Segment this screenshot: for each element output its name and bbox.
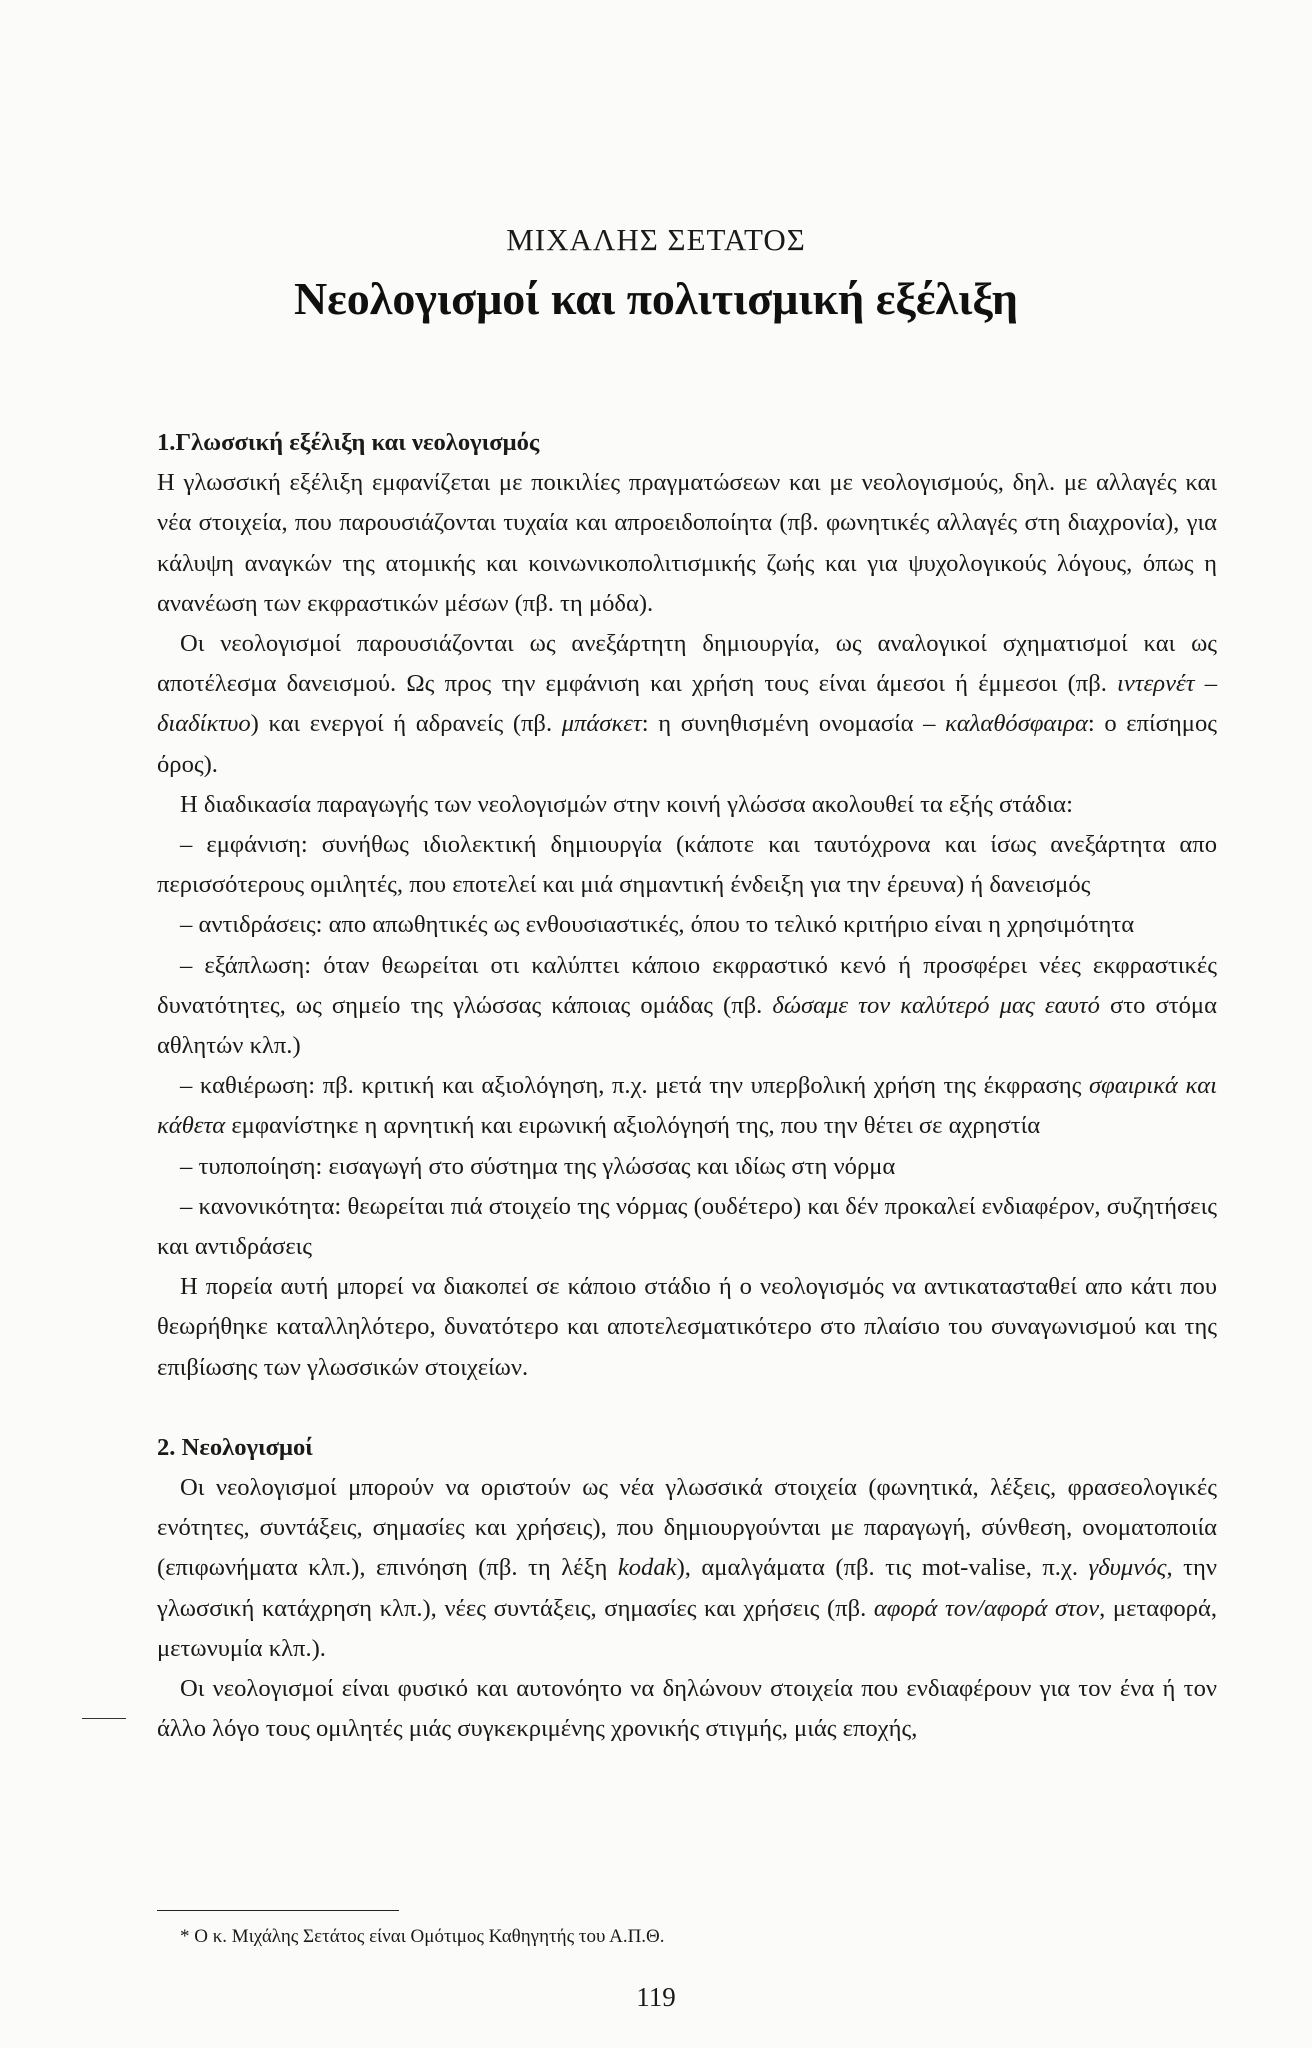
footnote: * Ο κ. Μιχάλης Σετάτος είναι Ομότιμος Καθηγητής του Α.Π.Θ. (180, 1926, 665, 1947)
paragraph: Η γλωσσική εξέλιξη εμφανίζεται με ποικιλίες πραγματώσεων και με νεολογισμούς, δηλ. με αλλαγές και νέα στοιχεία, που παρουσιάζονται τυχαία και απροειδοποίητα (πβ. φωνητικές αλλαγές στη διαχρονία), για κάλυψη αναγκών της ατομικής και κοινωνικοπολιτισμικής ζωής και για ψυχολογικούς λόγους, όπως η ανανέωση των εκφραστικών μέσων (πβ. τη μόδα). (157, 469, 1217, 617)
text-run: στο στόμα αθλητών κλπ.) (157, 991, 1218, 1060)
section-1-heading: 1.Γλωσσική εξέλιξη και νεολογισμός (157, 429, 540, 456)
italic-term: γδυμνός (1088, 1554, 1167, 1582)
text-run: : ο επίσημος όρος). (157, 710, 1217, 778)
text-run: , μεταφορά, μετωνυμία κλπ.). (157, 1594, 1217, 1662)
text-run: – καθιέρωση: πβ. κριτική και αξιολόγηση, π.χ. μετά την υπερβολική χρήση της έκφρασης (180, 1072, 1089, 1100)
list-item: – εμφάνιση: συνήθως ιδιολεκτική δημιουργία (κάποτε και ταυτόχρονα και ίσως ανεξάρτητα απο περισσότερους ομιλητές, που εποτελεί και μιά σημαντική ένδειξη για την έρευνα) ή δανεισμός (157, 831, 1217, 899)
italic-term: μπάσκετ (561, 710, 642, 738)
italic-term: σφαιρικά και κάθετα (157, 1072, 1217, 1140)
article-body (157, 423, 1217, 1750)
italic-term: καλαθόσφαιρα (945, 710, 1088, 738)
list-item (157, 1066, 1217, 1146)
italic-term: αφορά τον/αφορά στον (873, 1594, 1100, 1622)
italic-term: δώσαμε τον καλύτερό μας εαυτό (772, 991, 1100, 1019)
italic-term: kodak (617, 1554, 677, 1582)
author-name: ΜΙΧΑΛΗΣ ΣΕΤΑΤΟΣ (506, 222, 806, 257)
list-item (157, 946, 1217, 1067)
list-item: – κανονικότητα: θεωρείται πιά στοιχείο της νόρμας (ουδέτερο) και δέν προκαλεί ενδιαφέρον, συζητήσεις και αντιδράσεις (157, 1192, 1217, 1261)
paragraph: Η διαδικασία παραγωγής των νεολογισμών στην κοινή γλώσσα ακολουθεί τα εξής στάδια: (180, 790, 1073, 818)
paragraph: Η πορεία αυτή μπορεί να διακοπεί σε κάποιο στάδιο ή ο νεολογισμός να αντικατασταθεί απο κάτι που θεωρήθηκε καταλληλότερο, δυνατότερο και αποτελεσματικότερο στο πλαίσιο του συναγωνισμού και της επιβίωσης των γλωσσικών στοιχείων. (157, 1273, 1217, 1381)
paragraph (157, 624, 1217, 785)
text-run: Οι νεολογισμοί παρουσιάζονται ως ανεξάρτητη δημιουργία, ως αναλογικοί σχηματισμοί και ως αποτέλεσμα δανεισμού. Ως προς την εμφάνιση και χρήση τους είναι άμεσοι ή έμμεσοι (πβ. (157, 630, 1217, 698)
text-run: : η συνηθισμένη ονομασία – (641, 710, 946, 738)
paragraph (157, 1468, 1217, 1669)
page-number: 119 (636, 1982, 676, 2012)
text-run: εμφανίστηκε η αρνητική και ειρωνική αξιολόγησή της, που την θέτει σε αχρηστία (225, 1112, 1041, 1140)
margin-mark (82, 1718, 126, 1719)
text-run: – εξάπλωση: όταν θεωρείται οτι καλύπτει κάποιο εκφραστικό κενό ή προσφέρει νέες εκφραστικές δυνατότητες, ως σημείο της γλώσσας κάποιας ομάδας (πβ. (157, 951, 1217, 1019)
italic-term: ιντερνέτ – διαδίκτυο (157, 670, 1217, 738)
footnote-rule (157, 1910, 399, 1911)
list-item: – τυποποίηση: εισαγωγή στο σύστημα της γλώσσας και ιδίως στη νόρμα (180, 1152, 896, 1180)
article-title: Νεολογισμοί και πολιτισμική εξέλιξη (293, 273, 1019, 324)
text-run: ), αμαλγάματα (πβ. τις mot-valise, π.χ. (676, 1554, 1089, 1582)
paragraph: Οι νεολογισμοί είναι φυσικό και αυτονόητο να δηλώνουν στοιχεία που ενδιαφέρουν για τον ένα ή τον άλλο λόγο τους ομιλητές μιάς συγκεκριμένης χρονικής στιγμής, μιάς εποχής, (157, 1675, 1217, 1743)
section-2-heading: 2. Νεολογισμοί (157, 1433, 313, 1461)
text-run: Οι νεολογισμοί μπορούν να οριστούν ως νέα γλωσσικά στοιχεία (φωνητικά, λέξεις, φρασεολογικές ενότητες, συντάξεις, σημασίες και χρήσεις), που δημιουργούνται με παραγωγή, σύνθεση, ονοματοποιία (επιφωνήματα κλπ.), επινόηση (πβ. τη λέξη (157, 1474, 1217, 1582)
text-run: , την γλωσσική κατάχρηση κλπ.), νέες συντάξεις, σημασίες και χρήσεις (πβ. (157, 1554, 1217, 1622)
text-run: ) και ενεργοί ή αδρανείς (πβ. (250, 710, 562, 738)
list-item: – αντιδράσεις: απο απωθητικές ως ενθουσιαστικές, όπου το τελικό κριτήριο είναι η χρησιμότητα (180, 911, 1135, 939)
